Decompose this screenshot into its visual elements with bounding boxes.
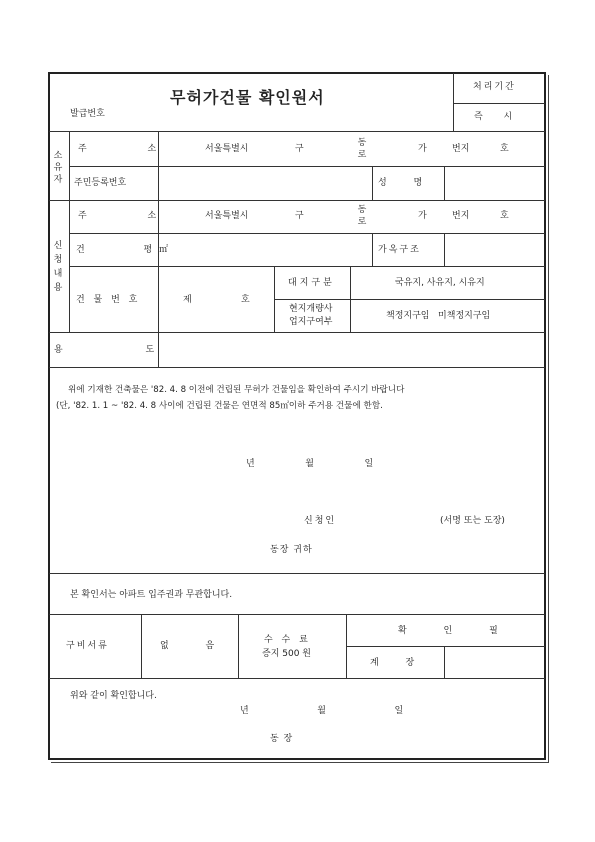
owner-address-city: 서울특별시 — [205, 144, 249, 154]
owner-address-dong: 동 — [357, 138, 367, 148]
fee-label: 수 수 료 — [264, 635, 308, 645]
processing-period-label: 처리기간 — [473, 82, 516, 92]
divider — [444, 166, 445, 200]
application-address-city: 서울특별시 — [205, 211, 249, 221]
divider — [69, 266, 545, 267]
land-class-value: 국유지, 사유지, 시유지 — [395, 278, 485, 288]
confirm-date: 년 월 일 — [240, 706, 404, 716]
application-address-label: 주 소 — [78, 211, 157, 221]
body-line-2: (단, '82. 1. 1 ~ '82. 4. 8 사이에 건립된 건물은 연면적 85㎡이하 주거용 건물에 한함. — [56, 401, 383, 411]
application-section-char: 용 — [53, 283, 63, 293]
issue-number-label: 발급번호 — [70, 109, 105, 119]
owner-address-ho: 호 — [500, 144, 509, 154]
divider — [49, 332, 545, 333]
owner-section-char: 유 — [53, 163, 63, 173]
confirm-signer: 동 장 — [270, 734, 293, 744]
redevelop-value: 책정지구임 미책정지구임 — [386, 311, 491, 321]
divider — [49, 614, 545, 615]
application-section-char: 청 — [53, 255, 63, 265]
staff-label: 계 장 — [370, 658, 415, 668]
divider — [346, 646, 545, 647]
divider — [49, 573, 545, 574]
addressee: 동장 귀하 — [270, 545, 313, 555]
owner-address-gu: 구 — [295, 144, 304, 154]
body-line-1: 위에 기재한 건축물은 '82. 4. 8 이전에 건립된 무허가 건물임을 확인하여 주시기 바랍니다 — [68, 385, 405, 395]
divider — [274, 299, 545, 300]
owner-section-char: 소 — [53, 151, 63, 161]
divider — [49, 200, 545, 201]
divider — [69, 233, 545, 234]
building-number-je: 제 — [183, 295, 192, 305]
owner-section-char: 자 — [53, 175, 63, 185]
structure-label: 가옥구조 — [378, 245, 421, 255]
owner-address-ga: 가 — [418, 144, 427, 154]
divider — [444, 233, 445, 266]
application-address-gu: 구 — [295, 211, 304, 221]
form-title: 무허가건물 확인원서 — [170, 88, 325, 107]
area-unit: ㎡ — [159, 245, 169, 255]
land-class-label: 대지구분 — [288, 278, 335, 288]
divider — [372, 166, 373, 200]
owner-address-label: 주 소 — [78, 144, 157, 154]
application-date: 년 월 일 — [246, 459, 374, 469]
owner-address-ro: 로 — [357, 150, 367, 160]
divider — [49, 367, 545, 368]
redevelop-label-1: 현지개량사 — [289, 304, 333, 314]
required-docs-value: 없 음 — [160, 641, 215, 651]
application-section-char: 내 — [53, 269, 63, 279]
divider — [453, 103, 545, 104]
application-section-char: 신 — [53, 241, 63, 251]
building-number-label: 건 물 번 호 — [76, 295, 138, 305]
confirmed-seal-label: 확 인 필 — [398, 626, 498, 636]
application-address-bunji: 번지 — [452, 211, 470, 221]
processing-period-value: 즉 시 — [474, 112, 513, 122]
divider — [372, 233, 373, 266]
purpose-label: 용 도 — [54, 345, 155, 355]
divider — [444, 646, 445, 678]
signature-note: (서명 또는 도장) — [440, 516, 505, 526]
divider — [69, 131, 70, 332]
area-label: 건 평 — [76, 245, 153, 255]
confirm-text: 위와 같이 확인합니다. — [70, 691, 157, 701]
owner-address-bunji: 번지 — [452, 144, 470, 154]
application-address-ro: 로 — [357, 217, 367, 227]
divider — [238, 614, 239, 678]
application-address-ga: 가 — [418, 211, 427, 221]
applicant-label: 신청인 — [304, 516, 337, 526]
notice-text: 본 확인서는 아파트 입주권과 무관합니다. — [70, 590, 233, 600]
redevelop-label-2: 업지구여부 — [289, 317, 333, 327]
application-address-ho: 호 — [500, 211, 509, 221]
divider — [69, 166, 545, 167]
building-number-ho: 호 — [241, 295, 250, 305]
owner-rrn-label: 주민등록번호 — [74, 178, 127, 188]
fee-value: 증지 500 원 — [262, 649, 311, 659]
required-docs-label: 구비서류 — [66, 641, 109, 651]
divider — [141, 614, 142, 678]
owner-name-label: 성 명 — [378, 178, 423, 188]
divider — [49, 678, 545, 679]
application-address-dong: 동 — [357, 205, 367, 215]
divider — [49, 131, 545, 132]
